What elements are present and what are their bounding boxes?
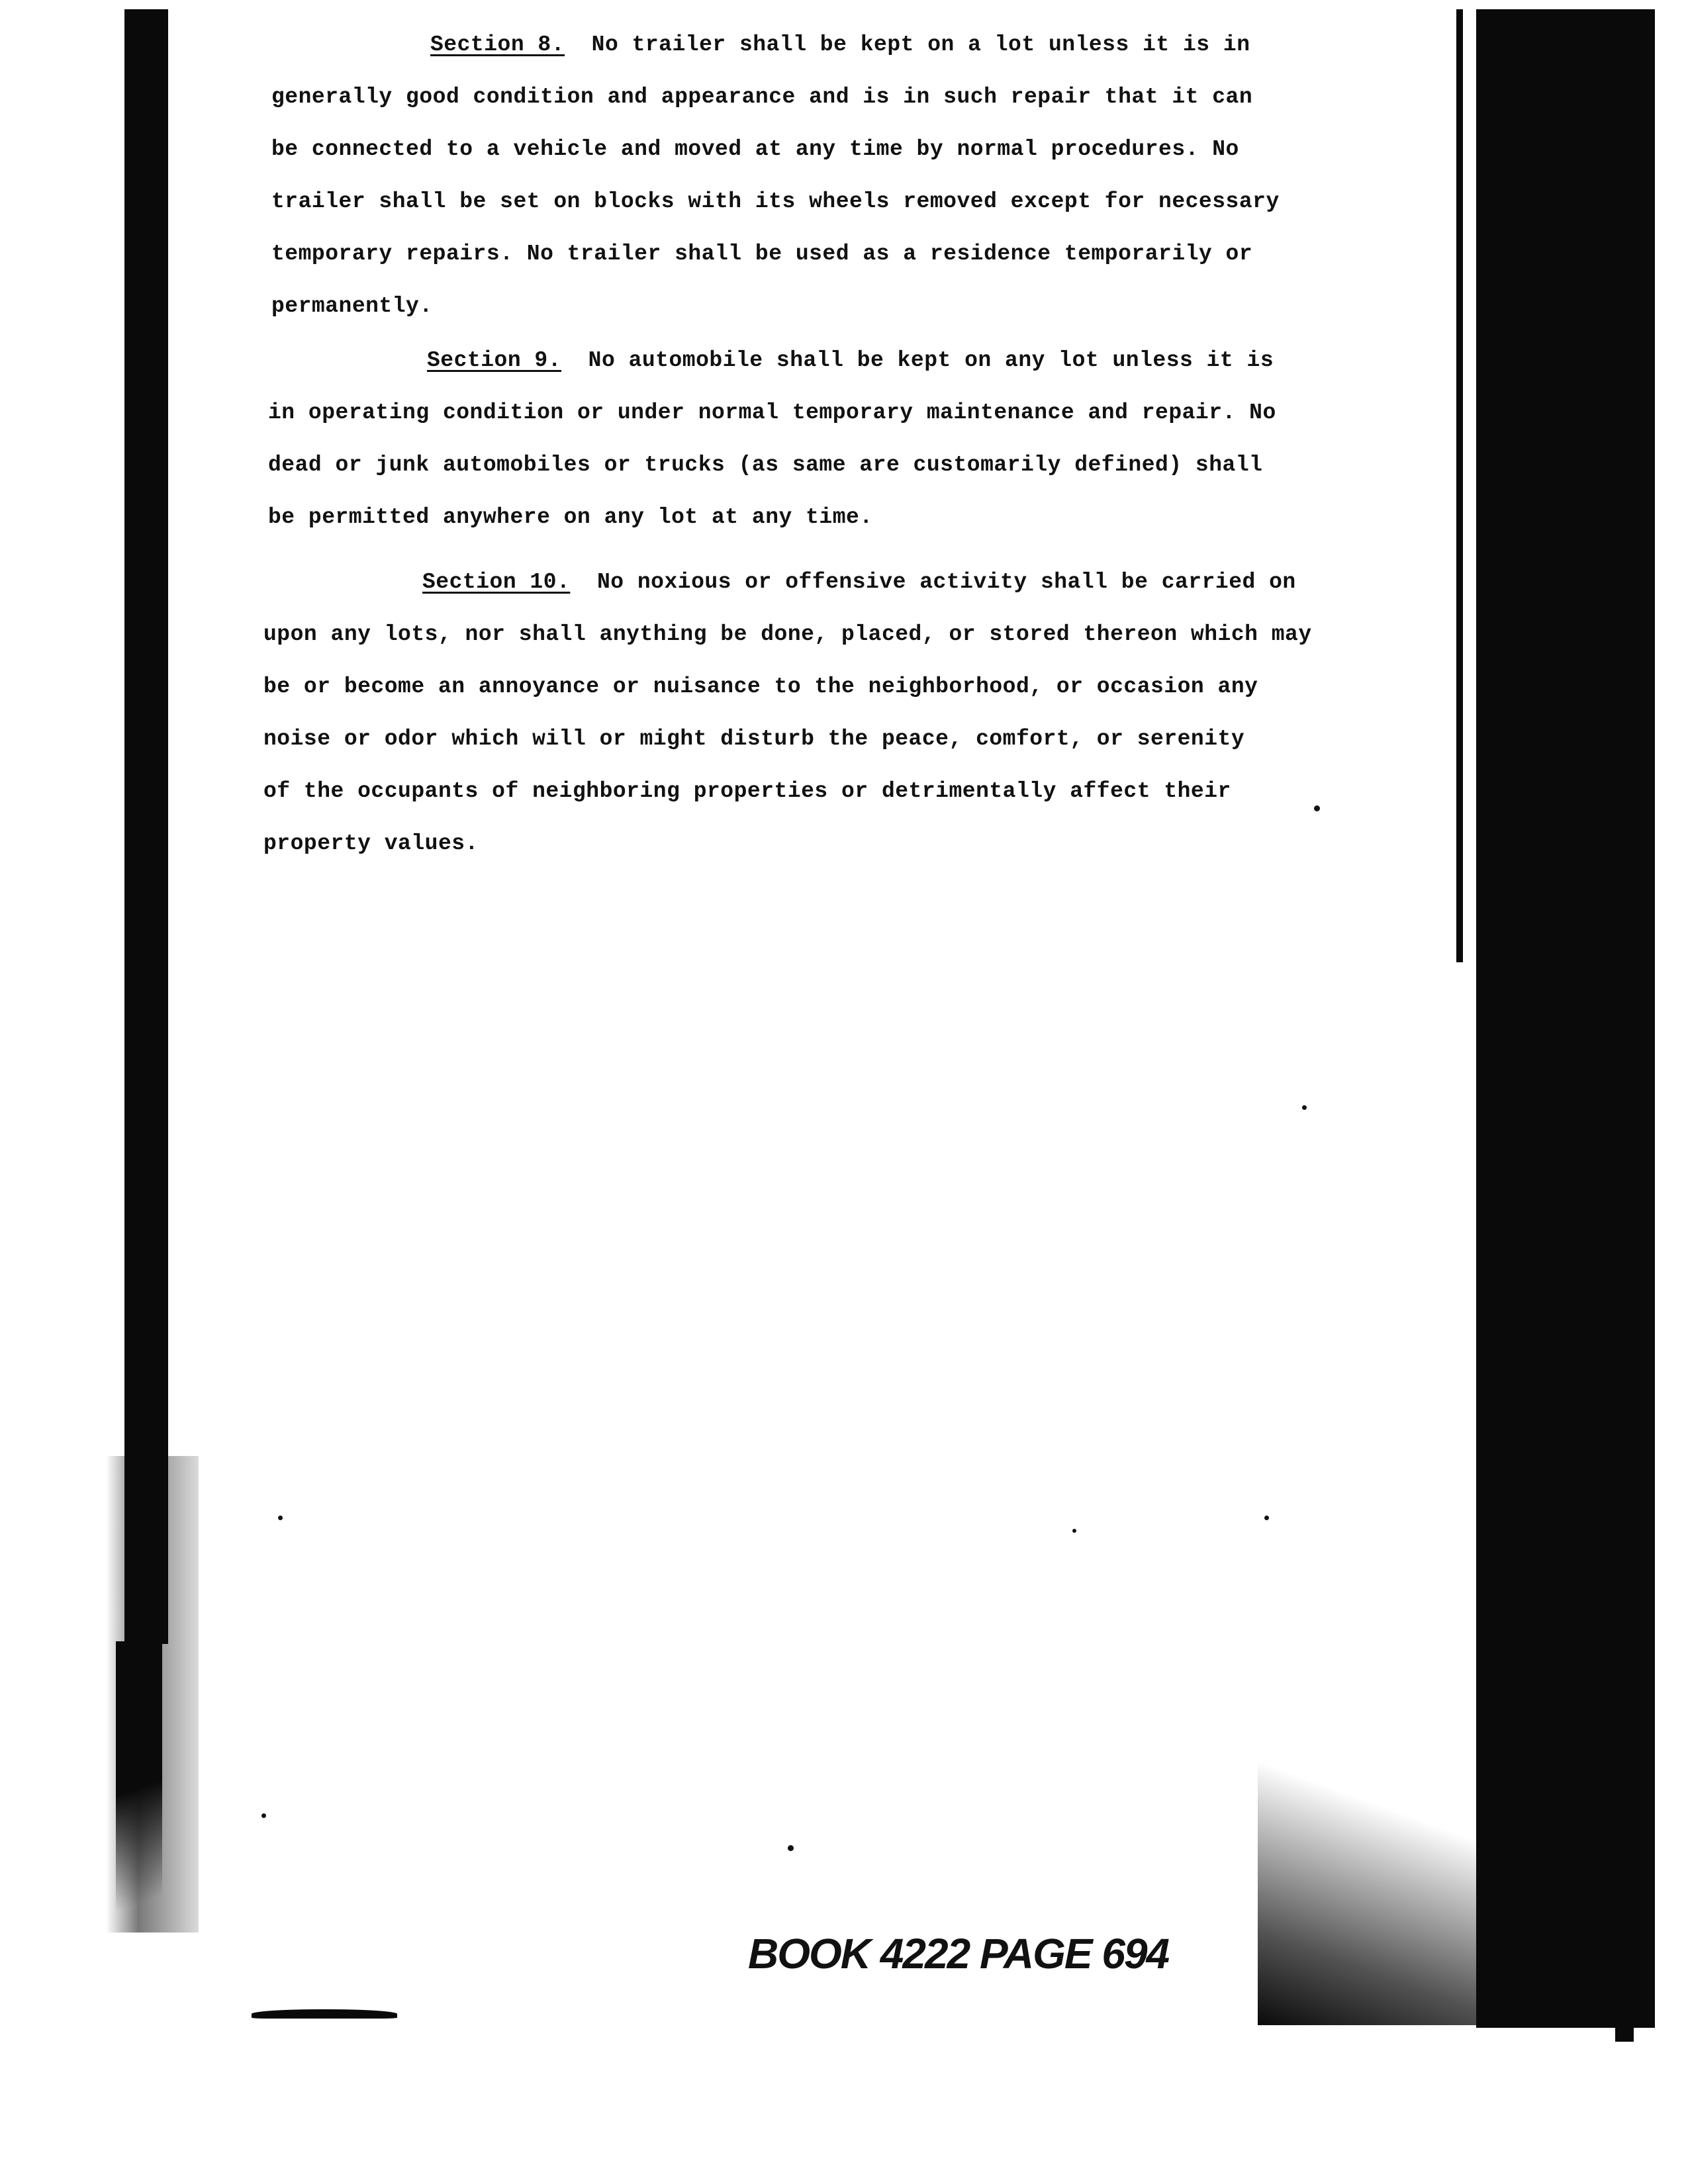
paragraph-line: trailer shall be set on blocks with its wheels removed except for necessary [271,189,1280,214]
book-page-stamp: BOOK 4222 PAGE 694 [748,1930,1169,1978]
paragraph-line: upon any lots, nor shall anything be done, placed, or stored thereon which may [263,622,1312,647]
section-heading: Section 9. [427,348,562,373]
paragraph-line: dead or junk automobiles or trucks (as same are customarily defined) shall [268,453,1263,477]
paragraph-line: of the occupants of neighboring properties or detrimentally affect their [263,779,1231,803]
paragraph-text: No trailer shall be kept on a lot unless it is in [591,32,1250,57]
paragraph-first-line [263,556,1336,608]
paragraph-line: in operating condition or under normal temporary maintenance and repair. No [268,400,1276,425]
paragraph-line: noise or odor which will or might disturb the peace, comfort, or serenity [263,727,1245,751]
paragraph-text: No noxious or offensive activity shall be carried on [596,570,1296,594]
paragraph-line: be connected to a vehicle and moved at any time by normal procedures. No [271,137,1239,161]
paragraph-line: temporary repairs. No trailer shall be used as a residence temporarily or [271,242,1253,266]
paragraph-first-line [268,334,1340,387]
paragraph-line: be permitted anywhere on any lot at any time. [268,505,873,529]
paragraph-line: generally good condition and appearance and is in such repair that it can [271,85,1253,109]
paragraph-first-line [271,19,1344,71]
section-heading: Section 8. [430,32,565,57]
paragraph-line: permanently. [271,294,433,318]
paragraph-text: No automobile shall be kept on any lot unless it is [588,348,1274,373]
paragraph-line: be or become an annoyance or nuisance to the neighborhood, or occasion any [263,674,1258,699]
section-heading: Section 10. [422,570,571,594]
section-9-paragraph [268,334,1340,543]
paragraph-line: property values. [263,831,479,856]
section-10-paragraph [263,556,1336,870]
section-8-paragraph [271,19,1344,332]
